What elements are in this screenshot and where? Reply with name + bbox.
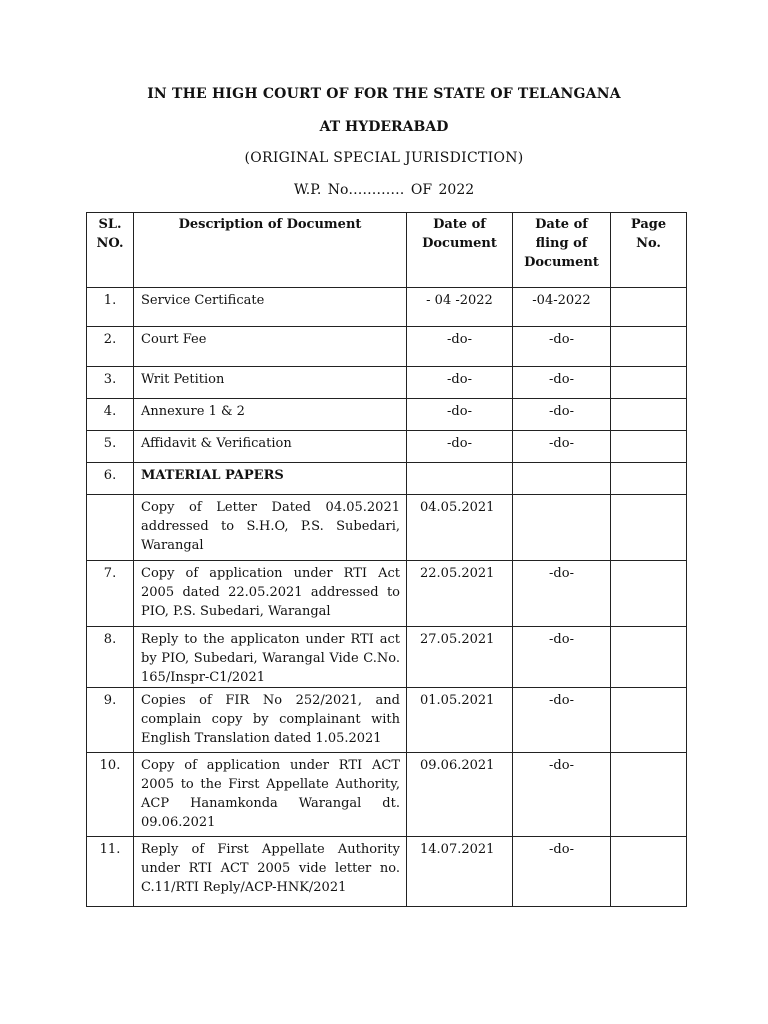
table-row bbox=[87, 688, 687, 753]
case-number: W.P. No………… OF 2022 bbox=[293, 182, 475, 198]
col-header-date: Date of Document bbox=[407, 213, 513, 288]
row-description: MATERIAL PAPERS bbox=[134, 463, 407, 495]
row-sl: 2. bbox=[87, 327, 134, 367]
row-filing-date: -do- bbox=[513, 753, 611, 837]
row-description: Annexure 1 & 2 bbox=[134, 399, 407, 431]
row-description: Reply to the applicaton under RTI act by PIO, Subedari, Warangal Vide C.No. 165/Inspr-C1/2021 bbox=[134, 627, 407, 688]
table-row bbox=[87, 399, 687, 431]
row-page bbox=[611, 463, 687, 495]
row-sl: 4. bbox=[87, 399, 134, 431]
row-page bbox=[611, 431, 687, 463]
row-date: 09.06.2021 bbox=[407, 753, 513, 837]
table-row bbox=[87, 431, 687, 463]
row-page bbox=[611, 688, 687, 753]
row-filing-date bbox=[513, 463, 611, 495]
table-row bbox=[87, 627, 687, 688]
row-filing-date: -do- bbox=[513, 837, 611, 907]
row-date: -do- bbox=[407, 327, 513, 367]
row-description: Affidavit & Verification bbox=[134, 431, 407, 463]
row-date: 27.05.2021 bbox=[407, 627, 513, 688]
row-filing-date: -do- bbox=[513, 367, 611, 399]
row-filing-date bbox=[513, 495, 611, 561]
table-row bbox=[87, 561, 687, 627]
row-description: Copy of application under RTI Act 2005 dated 22.05.2021 addressed to PIO, P.S. Subedari, Warangal bbox=[134, 561, 407, 627]
row-page bbox=[611, 288, 687, 327]
table-row bbox=[87, 288, 687, 327]
header-row bbox=[87, 213, 687, 288]
row-filing-date: -04-2022 bbox=[513, 288, 611, 327]
row-filing-date: -do- bbox=[513, 561, 611, 627]
row-description: Service Certificate bbox=[134, 288, 407, 327]
row-page bbox=[611, 561, 687, 627]
row-page bbox=[611, 753, 687, 837]
table-row bbox=[87, 753, 687, 837]
row-description: Copy of application under RTI ACT 2005 to the First Appellate Authority, ACP Hanamkonda Warangal dt. 09.06.2021 bbox=[134, 753, 407, 837]
row-sl: 6. bbox=[87, 463, 134, 495]
table-row bbox=[87, 367, 687, 399]
row-sl: 10. bbox=[87, 753, 134, 837]
col-header-filing-date: Date of fling of Document bbox=[513, 213, 611, 288]
row-sl: 3. bbox=[87, 367, 134, 399]
row-date: 14.07.2021 bbox=[407, 837, 513, 907]
row-description: Copy of Letter Dated 04.05.2021 addressed to S.H.O, P.S. Subedari, Warangal bbox=[134, 495, 407, 561]
row-page bbox=[611, 495, 687, 561]
row-page bbox=[611, 837, 687, 907]
document-index-table bbox=[86, 212, 687, 907]
row-sl: 9. bbox=[87, 688, 134, 753]
row-date: 22.05.2021 bbox=[407, 561, 513, 627]
court-place: AT HYDERABAD bbox=[319, 119, 449, 135]
jurisdiction: (ORIGINAL SPECIAL JURISDICTION) bbox=[244, 150, 524, 166]
row-date: 04.05.2021 bbox=[407, 495, 513, 561]
row-filing-date: -do- bbox=[513, 688, 611, 753]
row-date bbox=[407, 463, 513, 495]
row-description: Copies of FIR No 252/2021, and complain copy by complainant with English Translation dated 1.05.2021 bbox=[134, 688, 407, 753]
row-date: -do- bbox=[407, 399, 513, 431]
row-date: -do- bbox=[407, 431, 513, 463]
court-title: IN THE HIGH COURT OF FOR THE STATE OF TELANGANA bbox=[147, 86, 621, 102]
row-sl: 7. bbox=[87, 561, 134, 627]
row-description: Reply of First Appellate Authority under RTI ACT 2005 vide letter no. C.11/RTI Reply/ACP-HNK/2021 bbox=[134, 837, 407, 907]
table-row bbox=[87, 837, 687, 907]
table-row bbox=[87, 327, 687, 367]
row-date: - 04 -2022 bbox=[407, 288, 513, 327]
row-sl: 8. bbox=[87, 627, 134, 688]
row-date: -do- bbox=[407, 367, 513, 399]
row-filing-date: -do- bbox=[513, 327, 611, 367]
row-sl bbox=[87, 495, 134, 561]
row-filing-date: -do- bbox=[513, 627, 611, 688]
col-header-sl: SL. NO. bbox=[87, 213, 134, 288]
row-description: Writ Petition bbox=[134, 367, 407, 399]
row-page bbox=[611, 627, 687, 688]
table-row bbox=[87, 495, 687, 561]
row-filing-date: -do- bbox=[513, 431, 611, 463]
col-header-description: Description of Document bbox=[134, 213, 407, 288]
row-sl: 1. bbox=[87, 288, 134, 327]
row-description: Court Fee bbox=[134, 327, 407, 367]
row-sl: 5. bbox=[87, 431, 134, 463]
row-sl: 11. bbox=[87, 837, 134, 907]
row-page bbox=[611, 327, 687, 367]
row-date: 01.05.2021 bbox=[407, 688, 513, 753]
row-page bbox=[611, 367, 687, 399]
row-filing-date: -do- bbox=[513, 399, 611, 431]
col-header-page: Page No. bbox=[611, 213, 687, 288]
row-page bbox=[611, 399, 687, 431]
table-row bbox=[87, 463, 687, 495]
